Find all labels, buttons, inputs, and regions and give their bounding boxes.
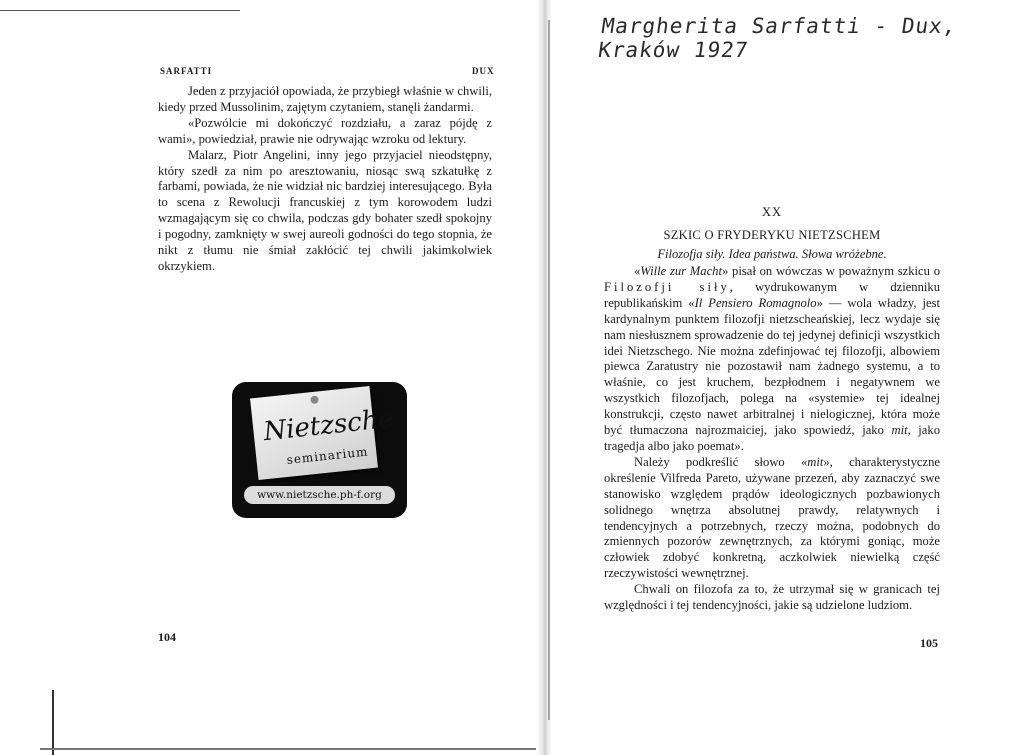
stamp-logo: Nietzsche xyxy=(262,403,396,448)
stamp-url: www.nietzsche.ph-f.org xyxy=(244,486,395,504)
paragraph: Malarz, Piotr Angelini, inny jego przyjaciel nieodstępny, który szedł za nim po aresztowaniu, niosąc swą szkatułkę z farbami, powiada, że nie widział nic bardziej interesującego. Była to scena z Rewolucji francuskiej z tym korowodem ludzi wzmagającym się co chwila, podczas gdy bohater szedł spokojny i pogodny, zamknięty w swej aureoli godności do tego stopnia, że nikt z tłumu nie śmiał zakłócić tej chwili jakimkolwiek okrzykiem. xyxy=(158,147,492,273)
paragraph: «Wille zur Macht» pisał on wówczas w poważnym szkicu o Filozofji siły, wydrukowanym w dzienniku republikańskim «Il Pensiero Romagnolo» — wola władzy, jest kardynalnym punktem filozofji nietzscheańskiej, lecz wydaje się nam niesłusznem sprowadzenie do tej jedynej definicji wszystkich idei Nietzschego. Nie można zdefinjować tej filozofji, albowiem piewca Zaratustry nie pozostawił nam żadnego systemu, a to właśnie, co jest kruchem, bezpłodnem i negatywnem we wszystkich filozofjach, polega na «systemie» tej idealnej konstrukcji, często nawet arbitralnej i nielogicznej, która może być tłumaczona najrozmaiciej, jako spowiedź, jako mit, jako tragedja albo jako poemat». xyxy=(604,264,940,453)
scan-top-rule xyxy=(0,10,240,11)
page-number-left: 104 xyxy=(158,630,176,644)
paragraph: Jeden z przyjaciół opowiada, że przybiegł właśnie w chwili, kiedy przed Mussolinim, zajętym czytaniem, stanęli żandarmi. xyxy=(158,84,492,114)
stamp-subtitle: seminarium xyxy=(285,444,370,467)
work-title: Wille zur Macht xyxy=(640,264,722,278)
right-page-body xyxy=(604,264,940,614)
left-page-body xyxy=(158,84,492,275)
newspaper-title: Il Pensiero Romagnolo xyxy=(694,295,817,310)
running-head-author: SARFATTI xyxy=(160,66,213,76)
gutter-shadow-line xyxy=(548,20,550,720)
library-stamp xyxy=(232,382,407,518)
chapter-number: XX xyxy=(761,205,783,219)
paragraph: «Pozwólcie mi dokończyć rozdziału, a zaraz pójdę z wami», powiedział, prawie nie odrywając wzroku od lektury. xyxy=(158,115,492,146)
emphasis: mit xyxy=(807,454,824,469)
pin-icon xyxy=(310,395,319,404)
chapter-subtitle: Filozofja siły. Idea państwa. Słowa wróżebne. xyxy=(657,247,887,261)
handwritten-note: Margherita Sarfatti - Dux, Kraków 1927 xyxy=(596,14,959,62)
running-head-title: DUX xyxy=(472,66,495,76)
scan-bottom-rule xyxy=(40,748,540,750)
paragraph: Chwali on filozofa za to, że utrzymał się w granicach tej względności i tej tendencyjności, jakie są udzielone ludziom. xyxy=(604,582,940,613)
paragraph: Należy podkreślić słowo «mit», charakterystyczne określenie Vilfreda Pareto, używane przezeń, aby zaznaczyć swe stanowisko względem prądów ideologicznych pozbawionych solidnego wnętrza absolutnej prawdy, relatywnych i tendencyjnych a potrzebnych, rzeczy można, podobnych do zmiennych pozorów zewnętrznych, za którymi goniąc, może człowiek zdobyć konkretną, aczkolwiek niewielką część rzeczywistości wewnętrznej. xyxy=(604,454,940,581)
chapter-title: SZKIC O FRYDERYKU NIETZSCHEM xyxy=(663,228,881,242)
stamp-card xyxy=(250,386,396,480)
scan-left-edge xyxy=(52,690,54,755)
spaced-phrase: Filozofji siły xyxy=(604,279,730,294)
page-number-right: 105 xyxy=(920,636,938,650)
emphasis: mit xyxy=(891,423,908,438)
